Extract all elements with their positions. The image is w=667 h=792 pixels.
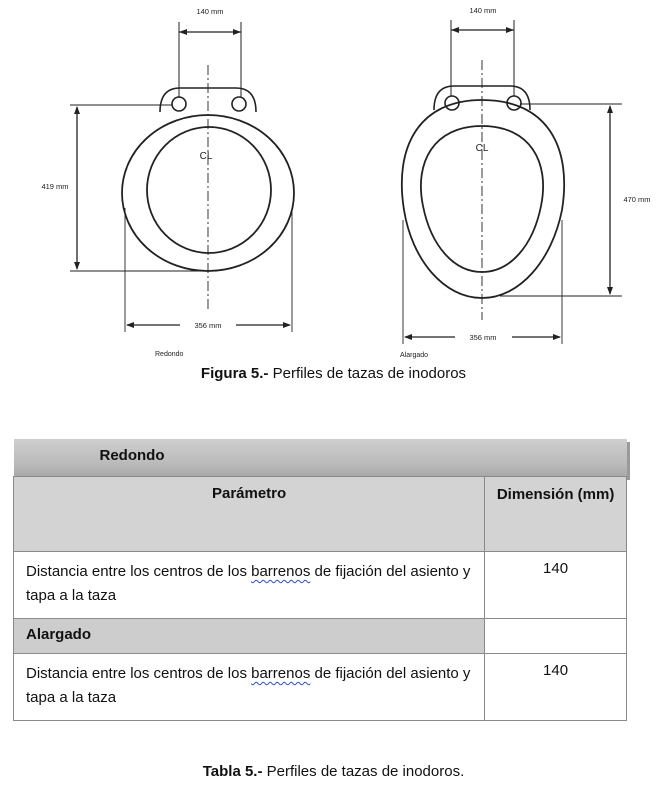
round-bottom-dimension: 356 mm <box>194 321 222 330</box>
spellcheck-word: barrenos <box>251 563 311 580</box>
dimensions-table <box>13 439 627 721</box>
section-band-round <box>14 439 627 477</box>
spellcheck-word: barrenos <box>251 665 311 682</box>
figure-caption <box>0 365 667 382</box>
table-caption <box>0 763 667 780</box>
round-centerline-mark: CL <box>199 151 213 162</box>
elongated-label: Alargado <box>400 352 429 359</box>
elongated-bottom-dimension: 356 mm <box>469 333 497 342</box>
elongated-centerline-mark: CL <box>475 143 489 154</box>
section-round-label: Redondo <box>99 447 165 464</box>
round-top-dimension: 140 mm <box>196 7 224 16</box>
row-round-parameter: Distancia entre los centros de los barrenos de fijación del asiento y tapa a la taza <box>14 552 485 619</box>
toilet-profiles-figure <box>0 0 667 360</box>
section-band-elongated <box>14 619 627 654</box>
header-dimension: Dimensión (mm) <box>485 477 627 552</box>
row-elongated-parameter: Distancia entre los centros de los barrenos de fijación del asiento y tapa a la taza <box>14 654 485 721</box>
table-header-row <box>14 477 627 552</box>
row-round-value: 140 <box>485 552 627 619</box>
figure-caption-label: Figura 5.- <box>200 365 269 382</box>
table-caption-label: Tabla 5.- <box>202 763 263 780</box>
elongated-side-dimension: 470 mm <box>623 195 651 204</box>
elongated-top-dimension: 140 mm <box>469 6 497 15</box>
round-side-dimension: 419 mm <box>41 182 69 191</box>
section-elongated-label: Alargado <box>26 626 92 643</box>
table-row <box>14 654 627 721</box>
table-caption-text: Perfiles de tazas de inodoros. <box>262 763 465 780</box>
header-parameter: Parámetro <box>14 477 485 552</box>
section-elongated-cell <box>14 619 485 654</box>
table-row <box>14 552 627 619</box>
section-elongated-empty <box>485 619 627 654</box>
round-label: Redondo <box>155 351 184 358</box>
round-bowl-drawing <box>70 22 294 332</box>
row-elongated-value: 140 <box>485 654 627 721</box>
elongated-bowl-drawing <box>402 20 622 344</box>
figure-caption-text: Perfiles de tazas de inodoros <box>268 365 467 382</box>
